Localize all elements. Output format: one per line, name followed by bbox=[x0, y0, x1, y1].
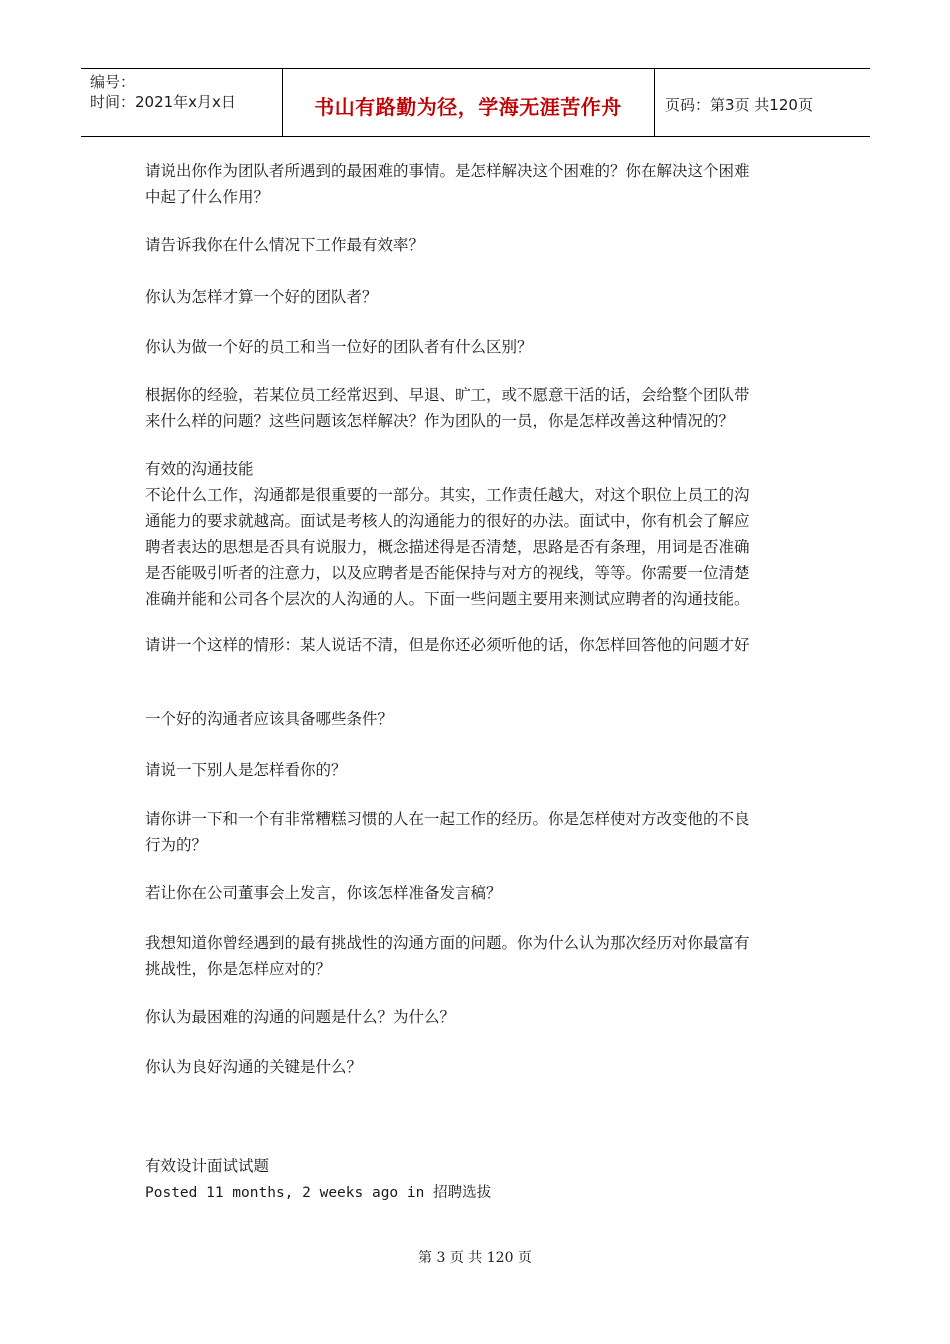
header-page-cell bbox=[655, 69, 870, 136]
header-motto: 书山有路勤为径，学海无涯苦作舟 bbox=[314, 95, 622, 119]
paragraph: 你认为最困难的沟通的问题是什么？为什么？ bbox=[145, 1008, 456, 1026]
header-page-info: 页码：第3页 共120页 bbox=[665, 96, 813, 114]
page-header bbox=[81, 68, 870, 137]
paragraph: 有效的沟通技能 不论什么工作，沟通都是很重要的一部分。其实，工作责任越大，对这个职位上员工的沟 通能力的要求就越高。面试是考核人的沟通能力的很好的办法。面试中，你有机会了解应 聘者表达的思想是否具有说服力，概念描述得是否清楚，思路是否有条理，用词是否准确 是否能吸引听者的注意力，以及应聘者是否能保持与对方的视线，等等。你需要一位清楚 准确并能和公司各个层次的人沟通的人。下面一些问题主要用来测试应聘者的沟通技能。 bbox=[145, 460, 750, 608]
paragraph: 请说一下别人是怎样看你的？ bbox=[145, 761, 347, 779]
paragraph: 请说出你作为团队者所遇到的最困难的事情。是怎样解决这个困难的？你在解决这个困难 中起了什么作用？ bbox=[145, 162, 750, 206]
header-left-cell bbox=[81, 69, 283, 136]
paragraph: 若让你在公司董事会上发言，你该怎样准备发言稿？ bbox=[145, 884, 502, 902]
paragraph: 你认为良好沟通的关键是什么？ bbox=[145, 1058, 363, 1076]
header-motto-cell bbox=[282, 69, 655, 136]
page-footer: 第 3 页 共 120 页 bbox=[418, 1250, 532, 1266]
document-date-label: 时间：2021年x月x日 bbox=[90, 93, 236, 111]
paragraph: 你认为怎样才算一个好的团队者？ bbox=[145, 288, 378, 306]
post-meta: Posted 11 months, 2 weeks ago in 招聘选拔 bbox=[145, 1185, 492, 1201]
document-number-label: 编号： bbox=[90, 73, 136, 91]
paragraph: 你认为做一个好的员工和当一位好的团队者有什么区别？ bbox=[145, 338, 533, 356]
paragraph: 请讲一个这样的情形：某人说话不清，但是你还必须听他的话，你怎样回答他的问题才好 bbox=[145, 636, 750, 654]
paragraph: 根据你的经验，若某位员工经常迟到、早退、旷工，或不愿意干活的话，会给整个团队带 来什么样的问题？这些问题该怎样解决？作为团队的一员，你是怎样改善这种情况的？ bbox=[145, 386, 750, 430]
paragraph: 请你讲一下和一个有非常糟糕习惯的人在一起工作的经历。你是怎样使对方改变他的不良 行为的？ bbox=[145, 810, 750, 854]
paragraph: 一个好的沟通者应该具备哪些条件？ bbox=[145, 710, 394, 728]
paragraph: 我想知道你曾经遇到的最有挑战性的沟通方面的问题。你为什么认为那次经历对你最富有 挑战性，你是怎样应对的？ bbox=[145, 934, 750, 978]
paragraph: 请告诉我你在什么情况下工作最有效率？ bbox=[145, 236, 425, 254]
post-title: 有效设计面试试题 bbox=[145, 1157, 270, 1175]
